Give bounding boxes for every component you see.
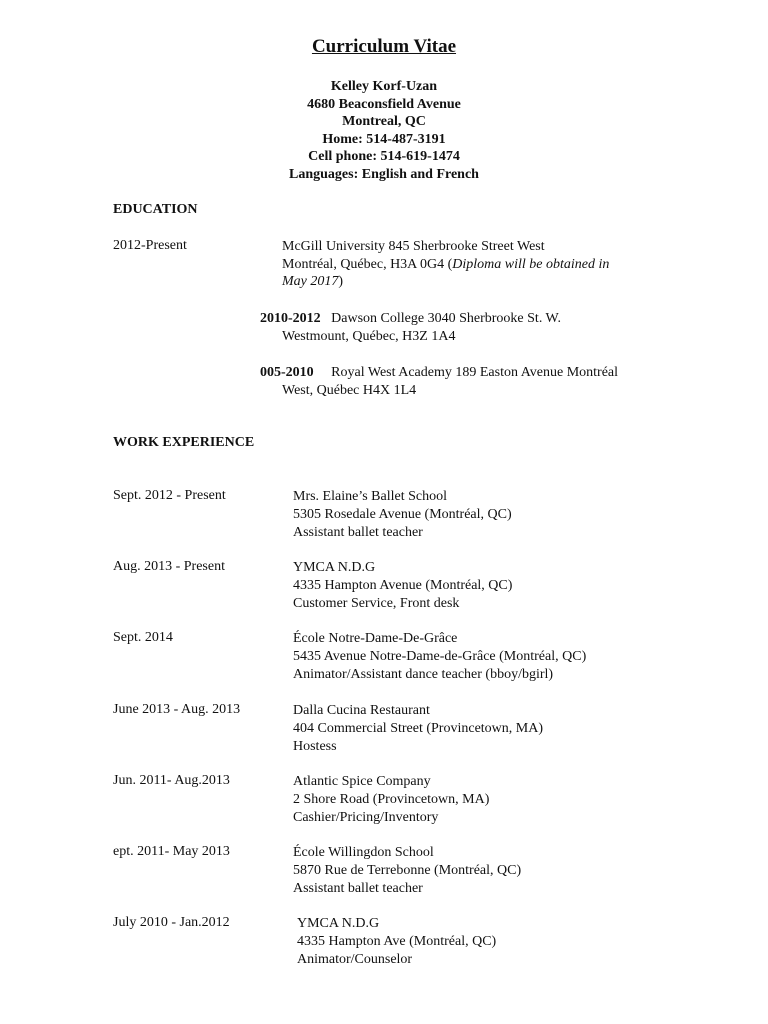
work-role: Assistant ballet teacher [293, 525, 423, 540]
work-date: Sept. 2014 [113, 630, 173, 645]
cell-phone: Cell phone: 514-619-1474 [308, 149, 460, 165]
education-address: West, Québec H4X 1L4 [282, 382, 417, 398]
education-entry [282, 238, 609, 291]
languages: Languages: English and French [289, 166, 479, 182]
work-role: Cashier/Pricing/Inventory [293, 810, 439, 825]
education-note: Diploma will be obtained in [452, 256, 610, 272]
address-street: 4680 Beaconsfield Avenue [307, 96, 461, 112]
work-entry [297, 915, 496, 969]
work-employer: École Willingdon School [293, 845, 434, 860]
work-employer: Atlantic Spice Company [293, 774, 431, 789]
work-date: Aug. 2013 - Present [113, 559, 225, 574]
education-date: 2012-Present [113, 238, 187, 253]
education-school: Royal West Academy 189 Easton Avenue Montréal [331, 365, 619, 380]
work-entry [293, 773, 489, 827]
work-employer: YMCA N.D.G [293, 560, 376, 575]
education-school: Dawson College 3040 Sherbrooke St. W. [331, 311, 561, 326]
education-school-line [260, 310, 561, 328]
document-title: Curriculum Vitae [311, 36, 457, 57]
contact-header [0, 78, 768, 184]
work-role: Hostess [293, 739, 337, 754]
education-address [282, 256, 609, 274]
work-address: 5305 Rosedale Avenue (Montréal, QC) [293, 507, 512, 522]
work-address: 4335 Hampton Ave (Montréal, QC) [297, 934, 497, 949]
education-date: 2010-2012 [260, 311, 321, 326]
education-note-continued [282, 273, 609, 291]
work-employer: Dalla Cucina Restaurant [293, 703, 430, 718]
work-address: 404 Commercial Street (Provincetown, MA) [293, 721, 544, 736]
education-school: McGill University 845 Sherbrooke Street West [282, 239, 545, 254]
work-date: Jun. 2011- Aug.2013 [113, 773, 230, 788]
education-address-text: Montréal, Québec, H3A 0G4 ( [282, 256, 453, 272]
work-date: ept. 2011- May 2013 [113, 844, 230, 859]
education-date: 005-2010 [260, 365, 314, 380]
education-note-close: ) [338, 274, 344, 290]
work-role: Assistant ballet teacher [293, 881, 423, 896]
education-entry [260, 310, 561, 345]
work-date: June 2013 - Aug. 2013 [113, 702, 241, 717]
education-note-date: May 2017 [282, 274, 339, 290]
work-entry [293, 844, 521, 898]
applicant-name: Kelley Korf-Uzan [330, 79, 438, 94]
work-address: 5870 Rue de Terrebonne (Montréal, QC) [293, 863, 522, 878]
work-role: Animator/Assistant dance teacher (bboy/bgirl) [293, 667, 554, 682]
work-employer: Mrs. Elaine’s Ballet School [293, 489, 447, 504]
work-role: Customer Service, Front desk [293, 596, 460, 611]
work-entry [293, 630, 586, 684]
work-date: Sept. 2012 - Present [113, 488, 226, 503]
work-date: July 2010 - Jan.2012 [113, 915, 230, 930]
work-entry [293, 488, 512, 542]
work-experience-heading: WORK EXPERIENCE [113, 435, 255, 450]
education-school-line [260, 364, 618, 382]
work-entry [293, 559, 512, 613]
education-address: Westmount, Québec, H3Z 1A4 [282, 328, 456, 344]
work-role: Animator/Counselor [297, 952, 413, 967]
address-city: Montreal, QC [342, 114, 426, 130]
work-address: 5435 Avenue Notre-Dame-de-Grâce (Montréal, QC) [293, 649, 587, 664]
work-address: 4335 Hampton Avenue (Montréal, QC) [293, 578, 513, 593]
work-employer: École Notre-Dame-De-Grâce [293, 631, 458, 646]
work-entry [293, 702, 543, 756]
education-heading: EDUCATION [113, 202, 198, 217]
work-address: 2 Shore Road (Provincetown, MA) [293, 792, 490, 807]
home-phone: Home: 514-487-3191 [322, 131, 446, 147]
education-entry [260, 364, 618, 399]
work-employer: YMCA N.D.G [297, 916, 380, 931]
